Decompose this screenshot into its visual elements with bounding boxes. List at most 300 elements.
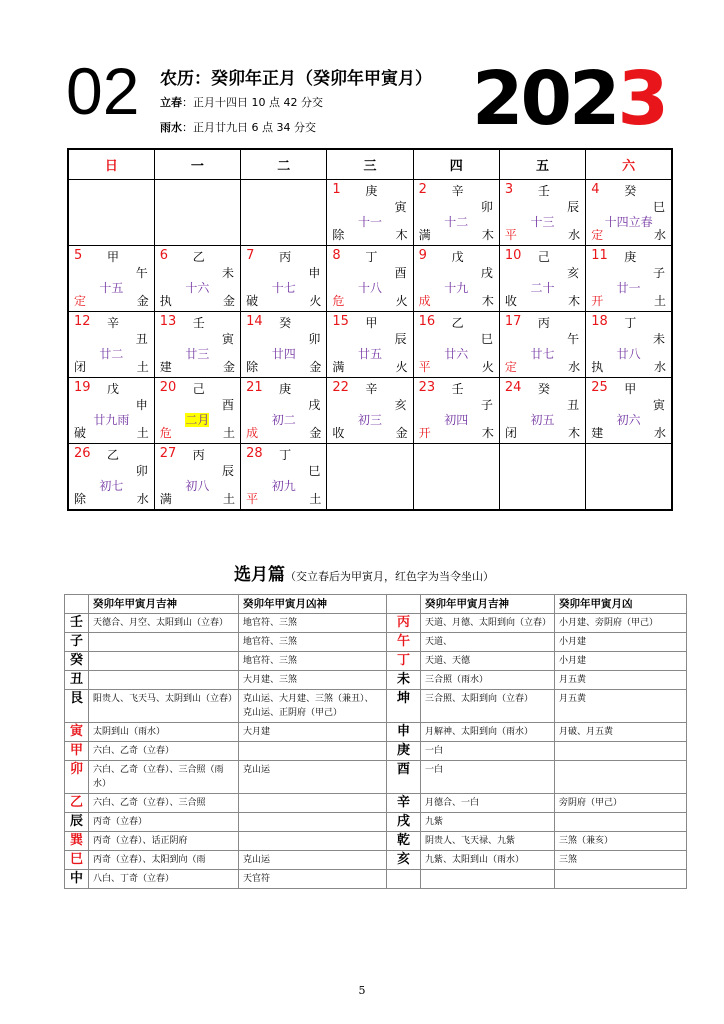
day-element: 金 <box>309 426 322 440</box>
inauspicious-cell: 克山运 <box>239 851 387 870</box>
table-header: 癸卯年甲寅月吉神 <box>421 595 555 614</box>
weekday-header: 五 <box>499 149 585 180</box>
auspicious-cell: 丙奇（立春）、话正阴府 <box>89 832 239 851</box>
heavenly-stem: 乙 <box>107 448 120 462</box>
day-number: 23 <box>418 380 436 395</box>
day-cell <box>241 444 327 511</box>
table-row <box>65 690 687 723</box>
day-cell <box>327 180 413 246</box>
day-element: 金 <box>136 294 149 308</box>
day-cell <box>586 312 672 378</box>
heavenly-stem: 癸 <box>624 184 637 198</box>
day-cell <box>68 312 154 378</box>
mountain-label: 癸 <box>65 652 89 671</box>
auspicious-cell: 一白 <box>421 742 555 761</box>
day-officer: 执 <box>591 360 604 374</box>
day-officer: 危 <box>332 294 345 308</box>
solar-term-2 <box>160 119 316 135</box>
day-officer: 成 <box>246 426 259 440</box>
day-number: 22 <box>332 380 349 395</box>
day-element: 水 <box>653 228 666 242</box>
auspicious-table <box>64 594 687 889</box>
heavenly-stem: 辛 <box>451 184 464 198</box>
auspicious-cell: 九紫 <box>421 813 555 832</box>
earthly-branch: 午 <box>135 266 148 280</box>
auspicious-cell: 三合照（雨水） <box>421 671 555 690</box>
earthly-branch: 巳 <box>480 332 493 346</box>
table-header: 癸卯年甲寅月凶 <box>555 595 687 614</box>
day-element: 土 <box>309 492 322 506</box>
day-officer: 收 <box>504 294 517 308</box>
calendar-grid <box>67 148 673 511</box>
earthly-branch: 申 <box>308 266 321 280</box>
day-cell <box>68 444 154 511</box>
day-number: 13 <box>159 314 177 329</box>
mountain-label: 亥 <box>387 851 421 870</box>
day-cell <box>413 312 499 378</box>
weekday-header: 日 <box>68 149 154 180</box>
day-element: 水 <box>653 426 666 440</box>
day-number: 11 <box>591 248 608 263</box>
earthly-branch: 丑 <box>567 398 580 412</box>
day-number: 3 <box>504 182 514 197</box>
day-element: 火 <box>395 360 408 374</box>
weekday-header: 六 <box>586 149 672 180</box>
lunar-date: 廿四 <box>271 347 296 361</box>
mountain-label: 中 <box>65 870 89 889</box>
inauspicious-cell: 大月建 <box>239 723 387 742</box>
day-element: 水 <box>653 360 666 374</box>
mountain-label: 坤 <box>387 690 421 723</box>
day-cell <box>413 180 499 246</box>
lunar-date: 初六 <box>616 413 641 427</box>
lunar-date: 初二 <box>271 413 296 427</box>
solar-term-1 <box>160 94 323 110</box>
lunar-date: 初三 <box>357 413 382 427</box>
day-element: 水 <box>568 360 581 374</box>
auspicious-cell: 阴贵人、飞天禄、九紫 <box>421 832 555 851</box>
day-cell <box>241 246 327 312</box>
calendar-week <box>68 378 672 444</box>
heavenly-stem: 己 <box>537 250 550 264</box>
heavenly-stem: 丁 <box>279 448 292 462</box>
weekday-header: 三 <box>327 149 413 180</box>
day-number: 18 <box>591 314 608 329</box>
solar-term-text: ：正月廿九日 6 点 34 分交 <box>182 121 316 134</box>
lunar-date: 廿一 <box>616 281 641 295</box>
calendar-body <box>68 180 672 511</box>
day-cell <box>327 312 413 378</box>
day-cell <box>499 312 585 378</box>
earthly-branch: 寅 <box>222 332 235 346</box>
inauspicious-cell <box>239 813 387 832</box>
table-row <box>65 742 687 761</box>
day-number: 1 <box>332 182 341 197</box>
earthly-branch: 卯 <box>135 464 148 478</box>
mountain-label: 酉 <box>387 761 421 794</box>
earthly-branch: 亥 <box>394 398 407 412</box>
auspicious-cell: 六白、乙奇（立春）、三合照（雨水） <box>89 761 239 794</box>
earthly-branch: 申 <box>135 398 148 412</box>
mountain-label: 甲 <box>65 742 89 761</box>
lunar-date: 十六 <box>185 281 210 295</box>
heavenly-stem: 丙 <box>537 316 550 330</box>
inauspicious-cell: 天官符 <box>239 870 387 889</box>
day-element: 火 <box>395 294 408 308</box>
day-number: 15 <box>332 314 349 329</box>
day-cell <box>68 378 154 444</box>
day-element: 金 <box>223 360 236 374</box>
day-number: 26 <box>74 446 91 461</box>
calendar-week <box>68 444 672 511</box>
inauspicious-cell: 三煞 <box>555 851 687 870</box>
day-number: 24 <box>504 380 522 395</box>
day-number: 2 <box>418 182 427 197</box>
heavenly-stem: 丁 <box>365 250 378 264</box>
table-row <box>65 723 687 742</box>
day-cell <box>499 378 585 444</box>
earthly-branch: 酉 <box>222 398 235 412</box>
day-cell <box>327 378 413 444</box>
day-cell <box>154 246 240 312</box>
heavenly-stem: 辛 <box>107 316 120 330</box>
auspicious-cell: 九紫、太阳到山（雨水） <box>421 851 555 870</box>
day-officer: 平 <box>246 492 259 506</box>
day-number: 19 <box>74 380 91 395</box>
empty-day-cell <box>499 444 585 511</box>
day-officer: 建 <box>159 360 172 374</box>
auspicious-cell <box>89 671 239 690</box>
inauspicious-cell: 大月建、三煞 <box>239 671 387 690</box>
day-number: 7 <box>246 248 255 263</box>
section-title <box>234 560 494 585</box>
day-officer: 成 <box>418 294 431 308</box>
auspicious-cell <box>421 870 555 889</box>
lunar-date: 十一 <box>357 215 382 229</box>
day-number: 17 <box>504 314 522 329</box>
table-row <box>65 633 687 652</box>
earthly-branch: 卯 <box>308 332 321 346</box>
year-prefix: 202 <box>472 56 618 142</box>
weekday-header: 一 <box>154 149 240 180</box>
table-row <box>65 870 687 889</box>
heavenly-stem: 乙 <box>192 250 205 264</box>
lunar-date: 廿七 <box>530 347 555 361</box>
table-row <box>65 671 687 690</box>
auspicious-cell <box>89 652 239 671</box>
inauspicious-cell: 克山运 <box>239 761 387 794</box>
lunar-date: 十四立春 <box>604 215 653 229</box>
heavenly-stem: 辛 <box>365 382 378 396</box>
inauspicious-cell: 地官符、三煞 <box>239 652 387 671</box>
heavenly-stem: 丁 <box>624 316 637 330</box>
auspicious-cell: 丙奇（立春）、太阳到向（雨 <box>89 851 239 870</box>
day-element: 木 <box>568 294 581 308</box>
table-row <box>65 832 687 851</box>
heavenly-stem: 壬 <box>537 184 550 198</box>
inauspicious-cell <box>555 761 687 794</box>
day-element: 金 <box>223 294 236 308</box>
auspicious-cell: 天德合、月空、太阳到山（立春） <box>89 614 239 633</box>
day-number: 8 <box>332 248 341 263</box>
auspicious-cell: 丙奇（立春） <box>89 813 239 832</box>
lunar-date: 十九 <box>444 281 469 295</box>
day-cell <box>154 378 240 444</box>
empty-day-cell <box>586 444 672 511</box>
inauspicious-cell: 月五黄 <box>555 690 687 723</box>
mountain-label: 戌 <box>387 813 421 832</box>
day-cell <box>154 312 240 378</box>
day-cell <box>327 246 413 312</box>
inauspicious-cell: 小月建、旁阴府（甲己） <box>555 614 687 633</box>
mountain-label: 子 <box>65 633 89 652</box>
earthly-branch: 午 <box>567 332 580 346</box>
table-row <box>65 761 687 794</box>
mountain-label: 艮 <box>65 690 89 723</box>
table-row <box>65 851 687 870</box>
day-number: 14 <box>246 314 263 329</box>
inauspicious-cell: 地官符、三煞 <box>239 633 387 652</box>
solar-term-text: ：正月十四日 10 点 42 分交 <box>182 96 323 109</box>
day-cell <box>499 246 585 312</box>
day-officer: 破 <box>246 294 259 308</box>
lunar-date: 十二 <box>444 215 469 229</box>
auspicious-cell: 一白 <box>421 761 555 794</box>
day-number: 4 <box>591 182 600 197</box>
day-cell <box>586 180 672 246</box>
lunar-date: 廿二 <box>99 347 124 361</box>
lunar-date: 初七 <box>99 479 124 493</box>
inauspicious-cell: 克山运、大月建、三煞（兼丑）、克山运、正阴府（甲己） <box>239 690 387 723</box>
earthly-branch: 戌 <box>480 266 493 280</box>
day-officer: 除 <box>246 360 259 374</box>
heavenly-stem: 甲 <box>107 250 120 264</box>
day-element: 火 <box>309 294 322 308</box>
inauspicious-cell <box>239 794 387 813</box>
day-officer: 定 <box>74 294 87 308</box>
earthly-branch: 未 <box>652 332 665 346</box>
day-number: 6 <box>159 248 169 263</box>
day-number: 25 <box>591 380 608 395</box>
auspicious-cell: 天道、 <box>421 633 555 652</box>
lunar-date: 廿六 <box>444 347 469 361</box>
empty-day-cell <box>327 444 413 511</box>
day-cell <box>241 378 327 444</box>
lunar-date: 十八 <box>357 281 382 295</box>
auspicious-cell: 月德合、一白 <box>421 794 555 813</box>
day-number: 20 <box>159 380 177 395</box>
table-row <box>65 813 687 832</box>
table-header <box>387 595 421 614</box>
mountain-label <box>387 870 421 889</box>
lunar-date: 廿八 <box>616 347 641 361</box>
mountain-label: 巽 <box>65 832 89 851</box>
mountain-label: 乙 <box>65 794 89 813</box>
mountain-label: 丙 <box>387 614 421 633</box>
earthly-branch: 酉 <box>394 266 407 280</box>
lunar-date: 廿三 <box>185 347 210 361</box>
inauspicious-cell <box>239 742 387 761</box>
day-cell <box>586 246 672 312</box>
table-header: 癸卯年甲寅月凶神 <box>239 595 387 614</box>
day-element: 木 <box>395 228 408 242</box>
inauspicious-cell: 三煞（兼亥） <box>555 832 687 851</box>
day-element: 木 <box>481 294 494 308</box>
auspicious-cell: 八白、丁奇（立春） <box>89 870 239 889</box>
day-number: 10 <box>504 248 522 263</box>
mountain-label: 午 <box>387 633 421 652</box>
year <box>472 56 666 142</box>
auspicious-cell: 六白、乙奇（立春） <box>89 742 239 761</box>
lunar-date: 十三 <box>530 215 555 229</box>
heavenly-stem: 丙 <box>279 250 292 264</box>
heavenly-stem: 甲 <box>624 382 637 396</box>
day-officer: 定 <box>591 228 604 242</box>
heavenly-stem: 壬 <box>192 316 205 330</box>
section-title-text: 选月篇 <box>234 565 285 585</box>
lunar-date: 二十 <box>530 281 555 295</box>
lunar-date: 初四 <box>444 413 469 427</box>
day-element: 水 <box>568 228 581 242</box>
day-number: 9 <box>418 248 427 263</box>
earthly-branch: 亥 <box>567 266 580 280</box>
lunar-date: 廿九雨 <box>93 413 130 427</box>
day-cell <box>241 312 327 378</box>
day-element: 土 <box>223 492 236 506</box>
day-element: 土 <box>223 426 236 440</box>
heavenly-stem: 庚 <box>624 250 637 264</box>
heavenly-stem: 丙 <box>192 448 205 462</box>
day-element: 金 <box>395 426 408 440</box>
year-suffix: 3 <box>617 56 666 142</box>
lunar-date: 初九 <box>271 479 296 493</box>
day-officer: 除 <box>332 228 345 242</box>
auspicious-cell: 天道、月德、太阳到向（立春） <box>421 614 555 633</box>
day-officer: 执 <box>159 294 172 308</box>
day-number: 21 <box>246 380 263 395</box>
day-cell <box>413 378 499 444</box>
day-officer: 建 <box>591 426 604 440</box>
earthly-branch: 辰 <box>567 200 580 214</box>
auspicious-cell: 太阴到山（雨水） <box>89 723 239 742</box>
day-officer: 定 <box>504 360 517 374</box>
mountain-label: 巳 <box>65 851 89 870</box>
mountain-label: 辛 <box>387 794 421 813</box>
day-officer: 开 <box>418 426 431 440</box>
mountain-label: 庚 <box>387 742 421 761</box>
lunar-date: 初八 <box>185 479 210 493</box>
day-officer: 平 <box>418 360 431 374</box>
earthly-branch: 卯 <box>480 200 493 214</box>
heavenly-stem: 戊 <box>107 382 120 396</box>
earthly-branch: 辰 <box>222 464 235 478</box>
mountain-label: 未 <box>387 671 421 690</box>
solar-term-name: 立春 <box>160 96 182 109</box>
table-row <box>65 794 687 813</box>
mountain-label: 丁 <box>387 652 421 671</box>
empty-day-cell <box>241 180 327 246</box>
day-element: 水 <box>136 492 149 506</box>
heavenly-stem: 庚 <box>279 382 292 396</box>
day-officer: 闭 <box>504 426 517 440</box>
earthly-branch: 巳 <box>652 200 665 214</box>
calendar-week <box>68 312 672 378</box>
section-subtitle: （交立春后为甲寅月，红色字为当令坐山） <box>285 570 494 583</box>
inauspicious-cell <box>555 870 687 889</box>
heavenly-stem: 癸 <box>279 316 292 330</box>
heavenly-stem: 戊 <box>451 250 464 264</box>
lunar-date: 初五 <box>530 413 555 427</box>
mountain-label: 丑 <box>65 671 89 690</box>
day-number: 12 <box>74 314 91 329</box>
inauspicious-cell: 月五黄 <box>555 671 687 690</box>
auspicious-cell <box>89 633 239 652</box>
auspicious-cell: 阳贵人、飞天马、太阴到山（立春） <box>89 690 239 723</box>
inauspicious-cell <box>555 813 687 832</box>
earthly-branch: 寅 <box>394 200 407 214</box>
day-number: 5 <box>74 248 83 263</box>
day-officer: 平 <box>504 228 517 242</box>
inauspicious-cell: 地官符、三煞 <box>239 614 387 633</box>
day-officer: 开 <box>591 294 604 308</box>
earthly-branch: 寅 <box>652 398 665 412</box>
earthly-branch: 子 <box>480 398 493 412</box>
mountain-label: 申 <box>387 723 421 742</box>
day-element: 土 <box>653 294 666 308</box>
day-number: 16 <box>418 314 436 329</box>
lunar-month-title: 农历：癸卯年正月（癸卯年甲寅月） <box>160 69 432 89</box>
day-element: 土 <box>136 426 149 440</box>
day-element: 火 <box>481 360 494 374</box>
heavenly-stem: 己 <box>192 382 205 396</box>
auspicious-cell: 六白、乙奇（立春）、三合照 <box>89 794 239 813</box>
day-element: 金 <box>309 360 322 374</box>
inauspicious-cell: 旁阴府（甲己） <box>555 794 687 813</box>
auspicious-cell: 天道、天德 <box>421 652 555 671</box>
lunar-date: 十五 <box>99 281 124 295</box>
day-officer: 闭 <box>74 360 87 374</box>
heavenly-stem: 乙 <box>451 316 464 330</box>
page-number: 5 <box>358 984 366 997</box>
calendar-week <box>68 180 672 246</box>
earthly-branch: 巳 <box>308 464 321 478</box>
mountain-label: 乾 <box>387 832 421 851</box>
day-cell <box>586 378 672 444</box>
weekday-header: 四 <box>413 149 499 180</box>
day-cell <box>413 246 499 312</box>
mountain-label: 卯 <box>65 761 89 794</box>
day-element: 木 <box>568 426 581 440</box>
day-element: 木 <box>481 228 494 242</box>
earthly-branch: 未 <box>222 266 235 280</box>
mountain-label: 壬 <box>65 614 89 633</box>
day-cell <box>68 246 154 312</box>
day-element: 土 <box>136 360 149 374</box>
day-element: 木 <box>481 426 494 440</box>
month-number: 02 <box>66 54 140 128</box>
inauspicious-cell <box>555 742 687 761</box>
empty-day-cell <box>68 180 154 246</box>
heavenly-stem: 庚 <box>365 184 378 198</box>
day-number: 27 <box>159 446 177 461</box>
inauspicious-cell <box>239 832 387 851</box>
lunar-month-start: 二月 <box>185 413 210 427</box>
day-cell <box>154 444 240 511</box>
empty-day-cell <box>154 180 240 246</box>
earthly-branch: 子 <box>652 266 665 280</box>
table-row <box>65 614 687 633</box>
day-number: 28 <box>246 446 263 461</box>
